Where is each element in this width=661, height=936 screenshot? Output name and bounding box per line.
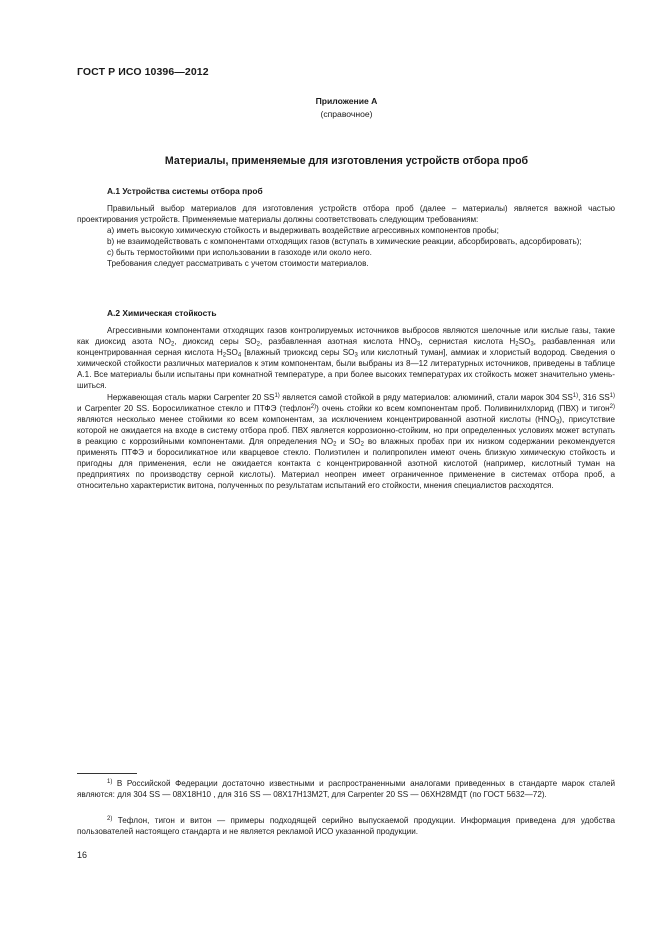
list-item: b) не взаимодействовать с компонентами отходящих газов (вступать в химические реакции, абсорбировать, адсорбировать); xyxy=(107,237,582,247)
section-heading-a2: А.2 Химическая стойкость xyxy=(107,308,217,318)
footnote-1: $^{1)}$ В Российской Федерации достаточно известными и распространенными аналогами приведенных в стандарте марок сталей являются: для 304 SS — 08Х18Н10 , для 316 SS — 08Х17Н13М2Т, для Carpenter 20 SS — 06ХН28МДТ (по ГОСТ 5632—72). xyxy=(77,779,615,799)
paragraph: Правильный выбор материалов для изготовления устройств отбора проб (далее – материалы) является важной частью проектирования устройств. Применяемые материалы должны соответствовать следующим требованиям: xyxy=(77,204,615,225)
footnote-mark: 1) xyxy=(107,779,113,785)
document-title: Материалы, применяемые для изготовления устройств отбора проб xyxy=(164,155,529,167)
footnote-ref[interactable]: 2) xyxy=(310,403,317,410)
footnote-ref[interactable]: 2) xyxy=(609,403,615,410)
list-item: а) иметь высокую химическую стойкость и выдерживать воздействие агрессивных компонентов пробы; xyxy=(107,226,499,236)
annex-kind: (справочное) xyxy=(320,109,373,119)
section-heading-a1: А.1 Устройства системы отбора проб xyxy=(107,186,263,196)
paragraph: Агрессивными компонентами отходящих газов контролируемых источников выбросов являются шелочные или кислые газы, такие как диоксид азота $NO_2$, диоксид серы $SO_2$, разбавленная азотная кислота $HNO_3$, сернистая кислота $H_2SO_3$, разбавленная или концентрированная серная кислота $H_2SO_4$ [влажный триоксид серы $SO_3$ или кислотный туман], аммиак и хлористый водород. Сведения о химической стойкости различных материалов к этим компонентам, были выбраны из 8—12 литературных источников, приведены в таблице А.1. Все материалы были испытаны при комнатной температуре, а при более высоких температурах их стойкость может значительно уменьшиться. xyxy=(77,326,615,391)
footnote-ref[interactable]: 1) xyxy=(274,392,280,399)
paragraph: Требования следует рассматривать с учетом стоимости материалов. xyxy=(107,259,369,269)
footnote-divider xyxy=(77,773,137,774)
section-a1-body xyxy=(77,203,615,270)
footnote-2: $^{2)}$ Тефлон, тигон и витон — примеры подходящей серийно выпускаемой продукции. Информация приведена для удобства пользователей настоящего стандарта и не является рекламой ИСО указанной продукции. xyxy=(77,816,615,836)
section-a2-body xyxy=(77,325,615,491)
annex-title: Приложение А xyxy=(315,96,378,106)
paragraph: Нержавеющая сталь марки Carpenter 20 SS$^{1)}$ является самой стойкой в ряду материалов: алюминий, стали марок 304 SS$^{1)}$, 316 SS$^{1)}$ и Carpenter 20 SS. Боросиликатное стекло и ПТФЭ (тефлон$^{2)}$) очень стойки ко всем компонентам проб. Поливинилхлорид (ПВХ) и тигон$^{2)}$ являются несколько менее стойкими ко всем компонентам, за исключением концентрированной азотной кислоты $(HNO_3)$, присутствие которой не ожидается на входе в систему отбора проб. ПВХ является коррозионно-стойким, но при определенных условиях может вступать в реакцию с коррозийными компонентами. Для определения $NO_2$ и $SO_2$ во влажных пробах при их низком содержании рекомендуется применять ПТФЭ и боросиликатное или кварцевое стекло. Полиэтилен и полипропилен имеют очень близкую химическую стойкость и пригодны для применения, если не ожидается контакта с концентрированной азотной кислотой (например, кислотный туман на предприятиях по производству серной кислоты). Материал неопрен имеет ограниченное применение в системах отбора проб, а относительно характеристик витона, полученных по результатам испытаний его стойкости, мнения специалистов расходятся. xyxy=(77,392,616,491)
standard-header: ГОСТ Р ИСО 10396—2012 xyxy=(77,66,209,78)
footnote-mark: 2) xyxy=(107,816,113,822)
page-number: 16 xyxy=(77,850,88,860)
footnote-ref[interactable]: 1) xyxy=(572,392,579,399)
list-item: с) быть термостойкими при использовании в газоходе или около него. xyxy=(107,248,372,258)
footnote-ref[interactable]: 1) xyxy=(609,392,616,399)
